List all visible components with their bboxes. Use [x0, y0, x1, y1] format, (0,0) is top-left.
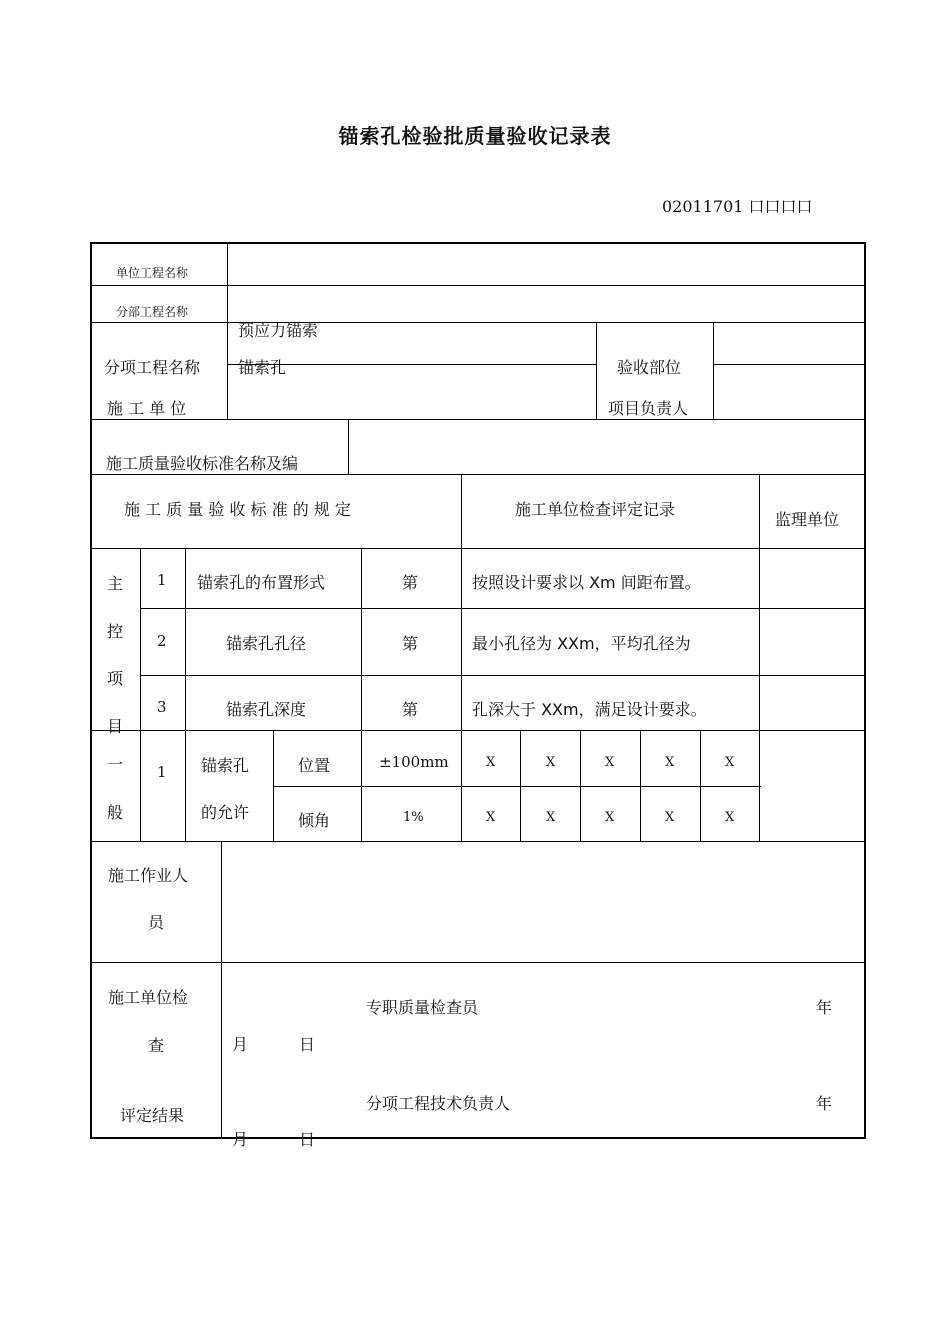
general-char: 一 [107, 755, 124, 774]
division-project-label: 分部工程名称 [116, 305, 189, 319]
tolerance-item: 倾角 [298, 811, 331, 830]
item-record: 孔深大于 XXm，满足设计要求。 [472, 700, 707, 719]
item-name: 锚索孔深度 [226, 700, 307, 719]
result-label-line: 施工单位检 [108, 988, 189, 1007]
result-label-line: 查 [148, 1036, 165, 1055]
day-label: 日 [299, 1035, 316, 1054]
sub-item-value: 锚索孔 [238, 358, 287, 377]
item-clause: 第 [402, 700, 419, 719]
tolerance-item: 位置 [298, 756, 331, 775]
workers-label-line: 施工作业人 [108, 866, 189, 885]
spec-column-header: 施 工 质 量 验 收 标 准 的 规 定 [124, 500, 351, 519]
main-control-char: 目 [107, 717, 124, 736]
result-label-2: 评定结果 [120, 1106, 185, 1125]
tolerance-value: 1% [403, 810, 424, 825]
workers-label-line: 员 [148, 913, 165, 932]
tolerance-value: ±100mm [379, 753, 449, 771]
unit-project-label: 单位工程名称 [116, 266, 189, 280]
item-record: 最小孔径为 XXm，平均孔径为 [472, 634, 691, 653]
item-number: 1 [157, 571, 167, 589]
measurement-value: X [486, 810, 496, 825]
main-control-char: 主 [107, 574, 124, 593]
form-code: 02011701 口口口口 [662, 197, 813, 216]
main-control-char: 项 [107, 669, 124, 688]
measurement-value: X [546, 810, 556, 825]
item-record: 按照设计要求以 Xm 间距布置。 [472, 573, 701, 592]
main-control-char: 控 [107, 622, 124, 641]
general-char: 般 [107, 803, 124, 822]
sub-item-label: 分项工程名称 [104, 358, 201, 377]
item-clause: 第 [402, 573, 419, 592]
item-number: 3 [157, 698, 167, 716]
standard-label: 施工质量验收标准名称及编 [106, 454, 299, 473]
tech-lead-label: 分项工程技术负责人 [366, 1094, 511, 1113]
item-name: 锚索孔孔径 [226, 634, 307, 653]
measurement-value: X [665, 755, 675, 770]
page-title: 锚索孔检验批质量验收记录表 [338, 124, 612, 148]
month-label: 月 [232, 1035, 249, 1054]
inspector-label: 专职质量检查员 [366, 998, 479, 1017]
division-project-value: 预应力锚索 [238, 321, 319, 340]
year-label: 年 [816, 1094, 833, 1113]
acceptance-part-label: 验收部位 [617, 358, 682, 377]
general-name-line: 的允许 [201, 803, 250, 822]
construction-unit-label: 施 工 单 位 [107, 399, 187, 418]
day-label: 日 [299, 1130, 316, 1149]
measurement-value: X [486, 755, 496, 770]
record-column-header: 施工单位检查评定记录 [515, 500, 676, 519]
measurement-value: X [665, 810, 675, 825]
measurement-value: X [605, 755, 615, 770]
project-manager-label: 项目负责人 [608, 399, 689, 418]
year-label: 年 [816, 998, 833, 1017]
measurement-value: X [725, 755, 735, 770]
item-number: 1 [157, 763, 167, 781]
supervision-column-header: 监理单位 [775, 510, 840, 529]
item-clause: 第 [402, 634, 419, 653]
general-name-line: 锚索孔 [201, 756, 250, 775]
item-number: 2 [157, 632, 167, 650]
measurement-value: X [546, 755, 556, 770]
item-name: 锚索孔的布置形式 [197, 573, 326, 592]
measurement-value: X [605, 810, 615, 825]
measurement-value: X [725, 810, 735, 825]
month-label: 月 [232, 1130, 249, 1149]
